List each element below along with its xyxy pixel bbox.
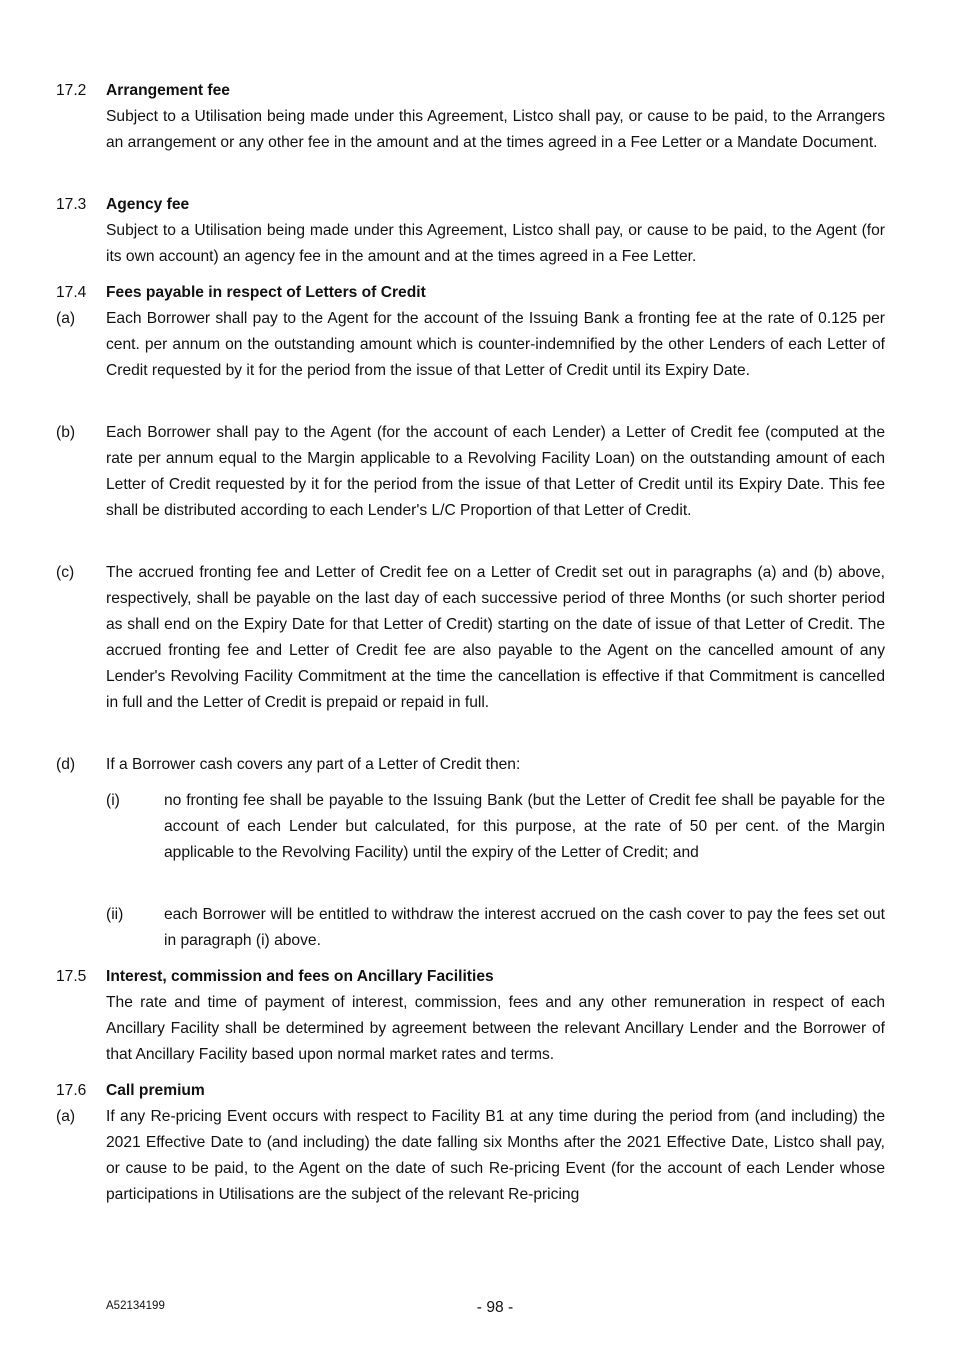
paragraph-label: (c) [56, 564, 75, 581]
paragraph-text: The accrued fronting fee and Letter of Credit fee on a Letter of Credit set out in paragraphs (a) and (b) above, respectively, shall be payable on the last day of each successive period of three Months (or such shorter period as shall end on the Expiry Date for that Letter of Credit) starting on the date of issue of that Letter of Credit. The accrued fronting fee and Letter of Credit fee are also payable to the Agent on the cancelled amount of any Lender's Revolving Facility Commitment at the time the cancellation is effective if that Commitment is cancelled in full and the Letter of Credit is prepaid or repaid in full. [106, 564, 885, 711]
subparagraph-text: each Borrower will be entitled to withdraw the interest accrued on the cash cover to pay the fees set out in paragraph (i) above. [164, 906, 885, 949]
section-heading-17-5 [56, 964, 896, 990]
section-number: 17.6 [56, 1082, 87, 1099]
section-number: 17.2 [56, 82, 87, 99]
section-number: 17.4 [56, 284, 87, 301]
section-title: Arrangement fee [106, 82, 230, 99]
document-reference: A52134199 [106, 1300, 165, 1312]
section-number: 17.5 [56, 968, 87, 985]
paragraph-text: Each Borrower shall pay to the Agent (for the account of each Lender) a Letter of Credit fee (computed at the rate per annum equal to the Margin applicable to a Revolving Facility Loan) on the outstanding amount of each Letter of Credit requested by it for the period from the issue of that Letter of Credit until its Expiry Date. This fee shall be distributed according to each Lender's L/C Proportion of that Letter of Credit. [106, 424, 885, 519]
paragraph-label: (a) [56, 1108, 76, 1125]
subparagraph-label: (ii) [106, 906, 124, 923]
section-body-17-5: The rate and time of payment of interest, commission, fees and any other remuneration in respect of each Ancillary Facility shall be determined by agreement between the relevant Ancillary Lender and the Borrower of that Ancillary Facility based upon normal market rates and terms. [106, 994, 885, 1063]
subparagraph-text: no fronting fee shall be payable to the Issuing Bank (but the Letter of Credit fee shall be payable for the account of each Lender but calculated, for this purpose, at the rate of 50 per cent. of the Margin applicable to the Revolving Facility) until the expiry of the Letter of Credit; and [164, 792, 885, 861]
paragraph-label: (b) [56, 424, 76, 441]
paragraph-text: If a Borrower cash covers any part of a Letter of Credit then: [106, 756, 521, 773]
section-title: Interest, commission and fees on Ancillary Facilities [106, 968, 494, 985]
page-number: - 98 - [476, 1299, 514, 1316]
section-title: Fees payable in respect of Letters of Credit [106, 284, 426, 301]
section-heading-17-3 [56, 192, 896, 218]
subparagraph-label: (i) [106, 792, 120, 809]
section-body-17-2: Subject to a Utilisation being made under this Agreement, Listco shall pay, or cause to be paid, to the Arrangers an arrangement or any other fee in the amount and at the times agreed in a Fee Letter or a Mandate Document. [106, 108, 885, 151]
paragraph-label: (d) [56, 756, 76, 773]
section-number: 17.3 [56, 196, 87, 213]
paragraph-label: (a) [56, 310, 76, 327]
section-heading-17-4 [56, 280, 896, 306]
section-heading-17-6 [56, 1078, 896, 1104]
section-title: Agency fee [106, 196, 190, 213]
section-title: Call premium [106, 1082, 205, 1099]
section-body-17-3: Subject to a Utilisation being made under this Agreement, Listco shall pay, or cause to be paid, to the Agent (for its own account) an agency fee in the amount and at the times agreed in a Fee Letter. [106, 222, 885, 265]
paragraph-text: If any Re-pricing Event occurs with respect to Facility B1 at any time during the period from (and including) the 2021 Effective Date to (and including) the date falling six Months after the 2021 Effective Date, Listco shall pay, or cause to be paid, to the Agent on the date of such Re-pricing Event (for the account of each Lender whose participations in Utilisations are the subject of the relevant Re-pricing [106, 1108, 885, 1203]
section-heading-17-2 [56, 78, 896, 104]
paragraph-text: Each Borrower shall pay to the Agent for the account of the Issuing Bank a fronting fee at the rate of 0.125 per cent. per annum on the outstanding amount which is counter-indemnified by the other Lenders of each Letter of Credit requested by it for the period from the issue of that Letter of Credit until its Expiry Date. [106, 310, 885, 379]
